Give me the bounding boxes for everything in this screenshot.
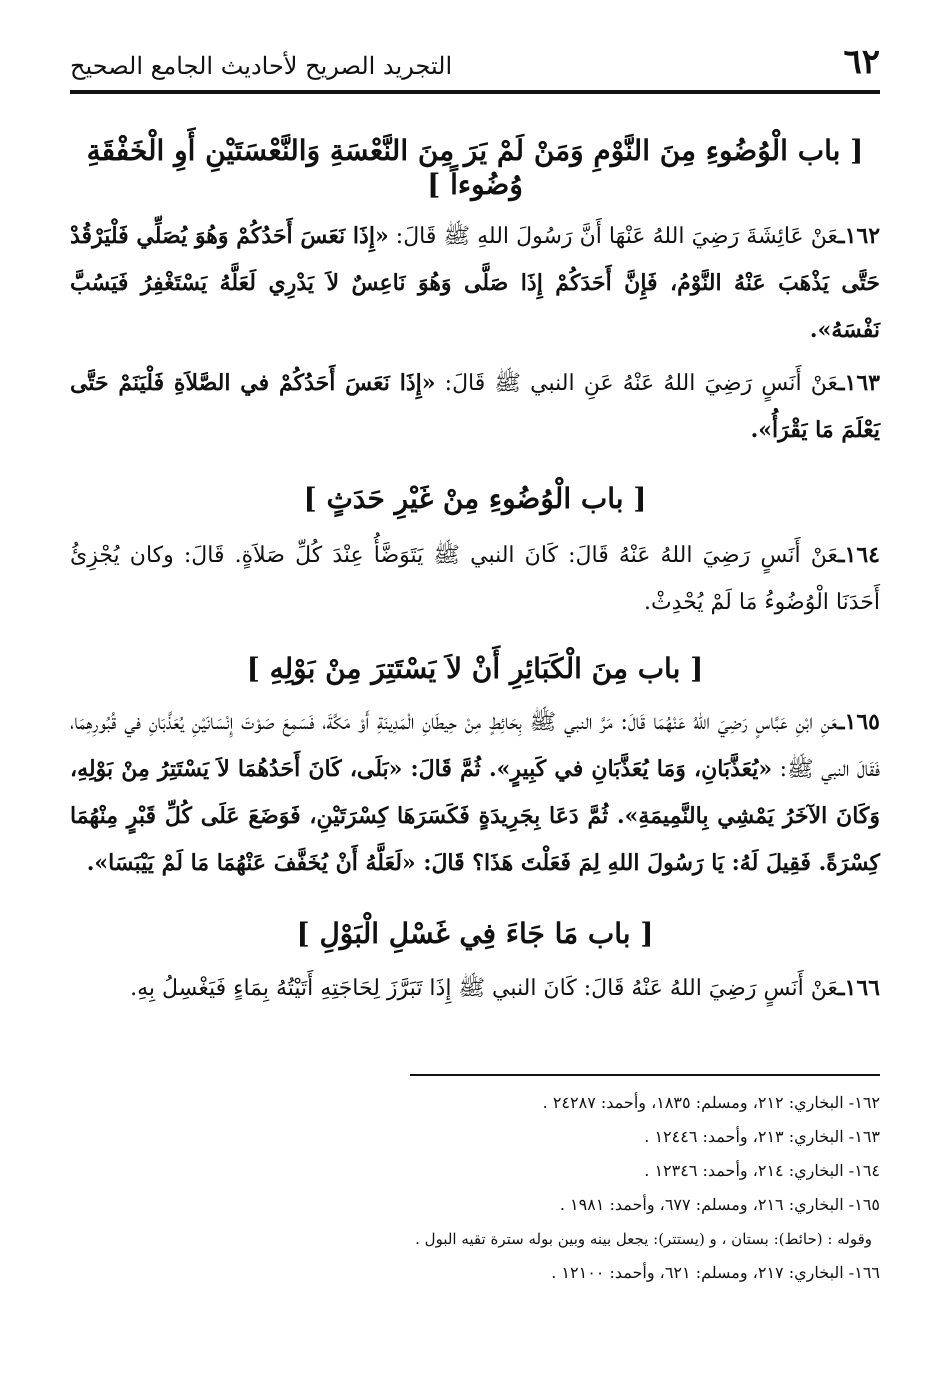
hadith-narration: عَنْ عَائِشَةَ رَضِيَ اللهُ عَنْهَا أَنَّ رَسُولَ اللهِ ﷺ قَالَ: (388, 224, 839, 250)
hadith-164 (70, 532, 880, 626)
hadith-number: ١٦٥ـ (838, 709, 880, 736)
hadith-narration: عَنْ أَنَسٍ رَضِيَ اللهُ عَنْهُ عَنِ النبي ﷺ قَالَ: (435, 371, 839, 397)
hadith-narration: عَنِ ابْنِ عَبَّاسٍ رَضِيَ اللهُ عَنْهُمَا قَالَ: مَرَّ النبي ﷺ بِحَائِطٍ مِنْ حِيطَانِ الْمَدِينَةِ أَوْ مَكَّةَ، فَسَمِعَ صَوْتَ إِنْسَانَيْنِ يُعَذَّبَانِ في قُبُورِهِمَا، فَقَالَ النبي ﷺ: (70, 710, 880, 783)
footnote-163: ١٦٣- البخاري: ٢١٣، وأحمد: ١٢٤٤٦ . (644, 1126, 880, 1146)
footnote-162: ١٦٢- البخاري: ٢١٢، ومسلم: ١٨٣٥، وأحمد: ٢٤٢٨٧ . (542, 1092, 880, 1112)
footnote-165: ١٦٥- البخاري: ٢١٦، ومسلم: ٦٧٧، وأحمد: ١٩٨١ . (559, 1194, 880, 1214)
page-number: ٦٢ (843, 42, 880, 82)
hadith-162 (70, 213, 880, 354)
book-page (70, 40, 880, 1340)
footnotes (70, 1086, 880, 1290)
hadith-number: ١٦٤ـ (838, 541, 880, 568)
footnote-166: ١٦٦- البخاري: ٢١٧، ومسلم: ٦٢١، وأحمد: ١٢١٠٠ . (551, 1262, 880, 1282)
page-header (70, 40, 880, 88)
hadith-narration: عَنْ أَنَسٍ رَضِيَ اللهُ عَنْهُ قَالَ: كَانَ النبي ﷺ يَتَوَضَّأُ عِنْدَ كُلِّ صَلاَةٍ. قَالَ: وكان يُجْزِئُ أَحَدَنَا الْوُضُوءُ مَا لَمْ يُحْدِثْ. (70, 542, 880, 615)
chapter-heading: [ باب الْوُضُوءِ مِنْ غَيْرِ حَدَثٍ ] (303, 482, 647, 516)
hadith-number: ١٦٣ـ (838, 370, 880, 397)
hadith-quote: «إِذَا نَعَسَ أَحَدُكُمْ وَهُوَ يُصَلِّي فَلْيَرْقُدْ حَتَّى يَذْهَبَ عَنْهُ النَّوْمُ، فَإِنَّ أَحَدَكُمْ إِذَا صَلَّى وَهُوَ نَاعِسٌ لاَ يَدْرِي لَعَلَّهُ يَسْتَغْفِرُ فَيَسُبَّ نَفْسَهُ». (70, 223, 880, 344)
hadith-quote: «يُعَذَّبَانِ، وَمَا يُعَذَّبَانِ في كَبِيرٍ». ثُمَّ قَالَ: «بَلَى، كَانَ أَحَدُهُمَا لاَ يَسْتَتِرُ مِنْ بَوْلِهِ، وَكَانَ الآخَرُ يَمْشِي بِالنَّمِيمَةِ». ثُمَّ دَعَا بِجَرِيدَةٍ فَكَسَرَهَا كِسْرَتَيْنِ، فَوَضَعَ عَلَى كُلِّ قَبْرٍ مِنْهُمَا كِسْرَةً. فَقِيلَ لَهُ: يَا رَسُولَ اللهِ لِمَ فَعَلْتَ هَذَا؟ قَالَ: «لَعَلَّهُ أَنْ يُخَفَّفَ عَنْهُمَا مَا لَمْ يَيْبَسَا». (70, 756, 880, 877)
footnote-165-gloss: وقوله : (حائط): بستان ، و (يستتر): يجعل بينه وبين بوله سترة تقيه البول . (415, 1229, 872, 1248)
chapter-heading: [ باب الْوُضُوءِ مِنَ النَّوْمِ وَمَنْ لَمْ يَرَ مِنَ النَّعْسَةِ وَالنَّعْسَتَيْنِ أَوِ الْخَفْقَةِ وُضُوءاً ] (86, 134, 864, 201)
footnote-164: ١٦٤- البخاري: ٢١٤، وأحمد: ١٢٣٤٦ . (644, 1160, 880, 1180)
header-rule (70, 90, 880, 94)
hadith-number: ١٦٦ـ (838, 974, 880, 1001)
chapter-heading: [ باب مَا جَاءَ فِي غَسْلِ الْبَوْلِ ] (296, 917, 654, 951)
running-title: التجريد الصريح لأحاديث الجامع الصحيح (70, 52, 453, 80)
hadith-165 (70, 699, 880, 887)
hadith-quote: «إِذَا نَعَسَ أَحَدُكُمْ في الصَّلاَةِ فَلْيَنَمْ حَتَّى يَعْلَمَ مَا يَقْرَأُ». (70, 370, 880, 444)
hadith-166 (70, 965, 880, 1012)
hadith-163 (70, 360, 880, 454)
hadith-number: ١٦٢ـ (838, 223, 881, 250)
chapter-heading: [ باب مِنَ الْكَبَائِرِ أَنْ لاَ يَسْتَتِرَ مِنْ بَوْلِهِ ] (246, 651, 704, 685)
hadith-narration: عَنْ أَنَسٍ رَضِيَ اللهُ عَنْهُ قَالَ: كَانَ النبي ﷺ إِذَا تَبَرَّزَ لِحَاجَتِهِ أَتَيْتُهُ بِمَاءٍ فَيَغْسِلُ بِهِ. (130, 975, 839, 1001)
